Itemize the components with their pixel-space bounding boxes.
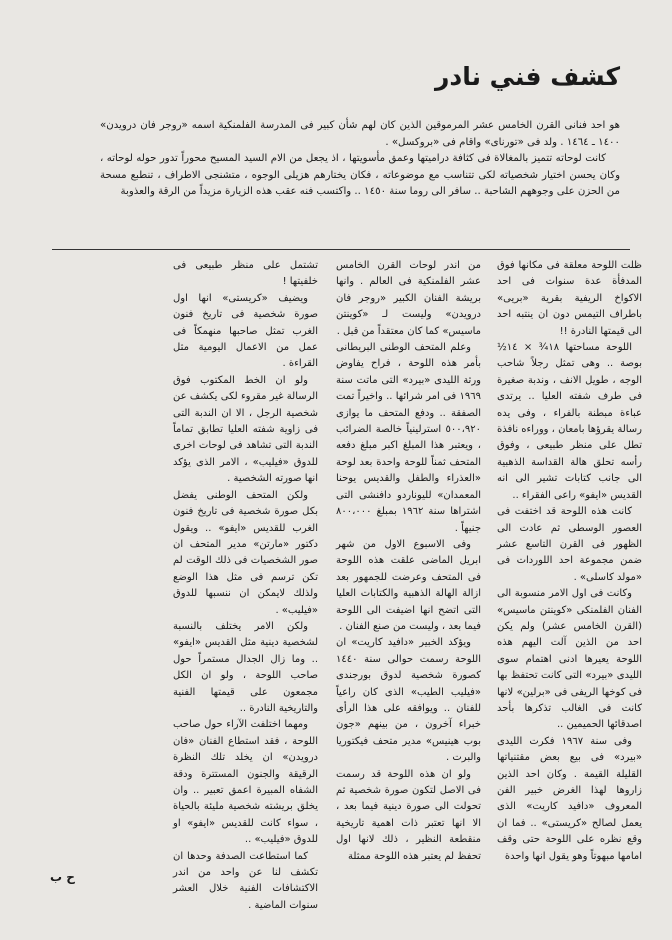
article-intro: [100, 118, 620, 201]
body-paragraph: وفى الاسبوع الاول من شهر ابريل الماضى علقت هذه اللوحة فى المتحف وعرضت للجمهور بعد ازالة الهالة الذهبية والكتابات العليا التى اتضح انها اضيفت الى اللوحة فيما بعد ، وليست من صنع الفنان .: [336, 538, 481, 632]
body-paragraph: اللوحة مساحتها ١٨¾ × ١٤½ بوصة .. وهى تمثل رجلاً شاحب الوجه ، طويل الانف ، وندبة صغيرة فى طرف شفته العليا .. يرتدى عباءة مبطنة بالفراء ، وفى يده رسالة يقرؤها بامعان ، ووراءه نافذة تطل على منظر طبيعى ، وفوق رأسه تحلق هالة القداسة الذهبية الى جانب كتابات تشير الى انه القديس «ايفو» راعى الفقراء ..: [497, 342, 642, 501]
section-divider: [52, 249, 630, 250]
intro-paragraph: كانت لوحاته تتميز بالمغالاة فى كثافة دراميتها وعمق مأسويتها ، اذ يجعل من الام السيد المسيح محوراً تدور حوله لوحاته ، وكان يحسن اختيار شخصياته لكى تتناسب مع موضوعاته ، فكان يختارهم هزيلى الوجوه ، متشنجى الاطراف ، تنطبع مسحة من الحزن على وجوههم الشاحبة .. سافر الى روما سنة ١٤٥٠ .. واكتسب فنه عقب هذه الزيارة مزيداً من الرقة والعذوبة: [100, 153, 620, 198]
body-paragraph: وفى سنة ١٩٦٧ فكرت الليدى «بيرد» فى بيع بعض مقتنياتها القليلة القيمة . وكان احد الذين زاروها لهذا الغرض خبير الفن المعروف «دافيد كاريت» الذى يعمل لصالح «كريستى» .. فما ان وقع نظره على اللوحة حتى وقف امامها مبهوتاً وهو يقول انها واحدة: [497, 735, 642, 862]
text-column-2: [336, 258, 481, 898]
body-paragraph: وعلم المتحف الوطنى البريطانى بأمر هذه اللوحة ، فراح يفاوض ورثة الليدى «بيرد» التى ماتت سنة ١٩٦٩ فى امر شرائها .. واخيراً تمت الصفقة .. ودفع المتحف ما يوازى ٥٠٠،٩٢٠ استرلينياً خالصة الضرائب ، ويعتبر هذا المبلغ اكبر مبلغ دفعه المتحف ثمناً للوحة واحدة بعد لوحة «العذراء والطفل والقديس يوحنا المعمدان» لليوناردو دافنشى التى اشتراها سنة ١٩٦٢ بمبلغ ٨٠٠،٠٠٠ جنيهاً .: [336, 342, 481, 534]
article-title: كشف فني نادر: [434, 62, 620, 91]
body-paragraph: ولو ان الخط المكتوب فوق الرسالة غير مقروء لكى يكشف عن شخصية الرجل ، الا ان الندبة التى فى زاوية شفته العليا تطابق تماماً الندبة التى تشاهد فى لوحات اخرى للدوق «فيليب» ، الامر الذى يؤكد انها صورته الشخصية .: [173, 374, 318, 485]
body-paragraph: ولو ان هذه اللوحة قد رسمت فى الاصل لتكون صورة شخصية ثم تحولت الى صورة دينية فيما بعد ، الا انها تعتبر ذات اهمية تاريخية منقطعة النظير ، ذلك لانها اول تحفظ لم يعتبر هذه اللوحة ممثلة: [336, 768, 481, 862]
body-paragraph: ويؤكد الخبير «دافيد كاريت» ان اللوحة رسمت حوالى سنة ١٤٤٠ كصورة شخصية لدوق بورجندى «فيليب الطيب» الذى كان راعياً للفنان .. ويوافقه على هذا الرأى خبراء آخرون ، من بينهم «جون بوب هينيس» مدير متحف فيكتوريا والبرت .: [336, 637, 481, 764]
text-column-1: [497, 258, 642, 898]
body-paragraph: وكانت فى اول الامر منسوبة الى الفنان الفلمنكى «كوينتن ماسيس» (القرن الخامس عشر) ولم يكن احد من الذين آلت اليهم هذه اللوحة يعيرها ادنى اهتمام سوى الليدى «بيرد» التى كانت تحتفظ بها فى كوخها الريفى فى «برلين» لانها كانت فى الغالب تذكرها بأحد اصدقائها الحميمين ..: [497, 588, 642, 731]
text-column-4: [12, 258, 157, 898]
body-paragraph: تشتمل على منظر طبيعى فى خلفيتها !: [173, 260, 318, 288]
body-paragraph: ظلت اللوحة معلقة فى مكانها فوق المدفأة عدة سنوات فى احد الاكواخ الريفية بقرية «بريى» باطراف التيمس دون ان ينتبه احد الى قيمتها النادرة !!: [497, 260, 642, 337]
intro-paragraph: هو احد فنانى القرن الخامس عشر المرموقين الذين كان لهم شأن كبير فى المدرسة الفلمنكية اسمه «روجر فان درويدن» ١٤٠٠ ـ ١٤٦٤ . ولد فى «تورناى» واقام فى «بروكسل» .: [100, 120, 620, 148]
body-paragraph: كما استطاعت الصدفة وحدها ان تكشف لنا عن واحد من اندر الاكتشافات الفنية خلال العشر سنوات الماضية .: [173, 850, 318, 911]
body-paragraph: ولكن الامر يختلف بالنسبة لشخصية دينية مثل القديس «ايفو» .. وما زال الجدال مستمراً حول صاحب اللوحة ، ولو ان الكل مجمعون على قيمتها الفنية والتاريخية النادرة ..: [173, 620, 318, 714]
body-paragraph: ويضيف «كريستى» انها اول صورة شخصية فى تاريخ فنون الغرب تمثل صاحبها منهمكاً فى عمل من الاعمال اليومية مثل القراءة .: [173, 292, 318, 370]
body-paragraph: ومهما اختلفت الآراء حول صاحب اللوحة ، فقد استطاع الفنان «فان درويدن» ان يخلد تلك النظرة الرقيقة والجنون المستترة ودقة الشفاه المبيرة اعمق تعبير .. وان يخلق بريشته شخصية مليئة بالحياة ، سواء كانت للقديس «ايفو» او للدوق «فيليب» ..: [173, 719, 318, 846]
body-paragraph: ولكن المتحف الوطنى يفضل بكل صورة شخصية فى تاريخ فنون الغرب للقديس «ايفو» .. ويقول دكتور «مارتن» مدير المتحف ان صور الشخصيات فى ذلك الوقت لم تكن ترسم فى مثل هذا الوضع ولذلك لايمكن ان ننسبها للدوق «فيليب» .: [173, 489, 318, 616]
text-column-3: [173, 258, 318, 911]
body-paragraph: كانت هذه اللوحة قد اختفت فى العصور الوسطى ثم عادت الى الظهور فى القرن التاسع عشر ضمن مجموعة احد اللوردات فى «مولد كاسلى» .: [497, 506, 642, 583]
body-paragraph: من اندر لوحات القرن الخامس عشر الفلمنكية فى العالم . وانها بريشة الفنان الكبير «روجر فان درويدن» وليست لـ «كوينتن ماسيس» كما كان معتقداً من قبل .: [336, 260, 481, 337]
page-code: ح ب: [50, 870, 75, 884]
